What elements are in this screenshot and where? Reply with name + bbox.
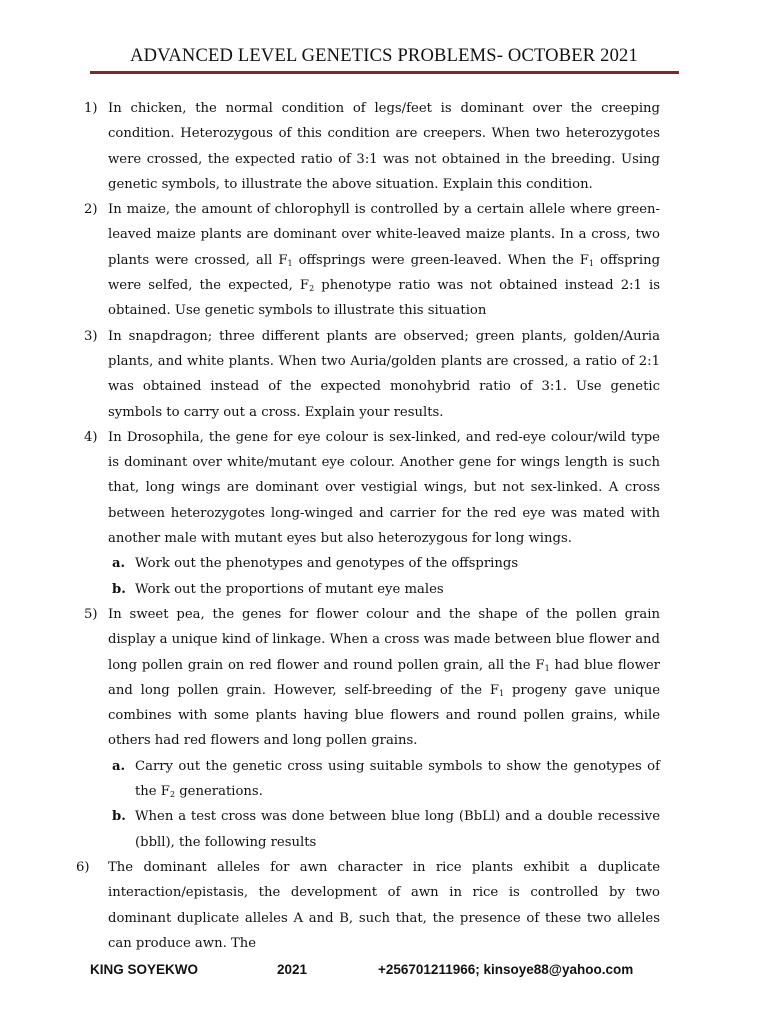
question-1 — [72, 96, 660, 197]
footer-year: 2021 — [277, 962, 308, 977]
question-5 — [72, 602, 660, 754]
question-number: 4) — [84, 429, 98, 445]
sub-question-label: a. — [112, 758, 126, 774]
question-5b — [72, 804, 660, 855]
question-6 — [72, 855, 660, 956]
question-text: In chicken, the normal condition of legs/feet is dominant over the creeping condition. Heterozygous of this condition are creepers. When two heterozygotes were crossed, the expected ratio of 3:1 was not obtained in the breeding. Using genetic symbols, to illustrate the above situation. Explain this condition. — [108, 101, 660, 192]
page-title: ADVANCED LEVEL GENETICS PROBLEMS- OCTOBER 2021 — [130, 46, 638, 66]
question-4 — [72, 425, 660, 551]
page-footer — [0, 962, 768, 978]
question-text: In maize, the amount of chlorophyll is controlled by a certain allele where green-leaved maize plants are dominant over white-leaved maize plants. In a cross, two plants were crossed, all $F_1$ offsprings were green-leaved. When the $F_1$ offspring were selfed, the expected, $F_2$ phenotype ratio was not obtained instead 2:1 is obtained. Use genetic symbols to illustrate this situation — [108, 202, 661, 319]
footer-author: KING SOYEKWO — [90, 962, 199, 977]
sub-question-label: a. — [112, 556, 126, 572]
sub-question-text: When a test cross was done between blue long (BbLl) and a double recessive (bbll), the following results — [135, 809, 660, 850]
sub-question-text: Carry out the genetic cross using suitable symbols to show the genotypes of the $F_2$ generations. — [135, 758, 660, 800]
question-list — [72, 96, 660, 956]
question-4a — [72, 551, 660, 576]
sub-question-text: Work out the proportions of mutant eye males — [135, 581, 444, 597]
question-number: 2) — [84, 202, 98, 218]
question-number: 5) — [84, 606, 98, 622]
question-text: In sweet pea, the genes for flower colour and the shape of the pollen grain display a unique kind of linkage. When a cross was made between blue flower and long pollen grain on red flower and round pollen grain, all the $F_1$ had blue flower and long pollen grain. However, self-breeding of the $F_1$ progeny gave unique combines with some plants having blue flowers and round pollen grains, while others had red flowers and long pollen grains. — [108, 606, 661, 749]
sub-question-label: b. — [112, 581, 126, 597]
question-text: In Drosophila, the gene for eye colour is sex-linked, and red-eye colour/wild type is dominant over white/mutant eye colour. Another gene for wings length is such that, long wings are dominant over vestigial wings, but not sex-linked. A cross between heterozygotes long-winged and carrier for the red eye was mated with another male with mutant eyes but also heterozygous for long wings. — [108, 429, 660, 547]
footer-contact: +256701211966; kinsoye88@yahoo.com — [378, 962, 634, 977]
question-number: 3) — [84, 328, 98, 344]
question-text: The dominant alleles for awn character in rice plants exhibit a duplicate interaction/epistasis, the development of awn in rice is controlled by two dominant duplicate alleles A and B, such that, the presence of these two alleles can produce awn. The — [108, 859, 660, 951]
question-2 — [72, 197, 660, 323]
sub-question-text: Work out the phenotypes and genotypes of the offsprings — [135, 556, 519, 572]
title-underline — [90, 71, 679, 74]
question-number: 1) — [84, 101, 98, 116]
sub-question-label: b. — [112, 809, 126, 825]
question-4b — [72, 577, 660, 602]
question-3 — [72, 324, 660, 425]
question-5a — [72, 754, 660, 805]
question-number: 6) — [76, 859, 90, 875]
question-text: In snapdragon; three different plants are observed; green plants, golden/Auria plants, and white plants. When two Auria/golden plants are crossed, a ratio of 2:1 was obtained instead of the expected monohybrid ratio of 3:1. Use genetic symbols to carry out a cross. Explain your results. — [108, 328, 660, 420]
